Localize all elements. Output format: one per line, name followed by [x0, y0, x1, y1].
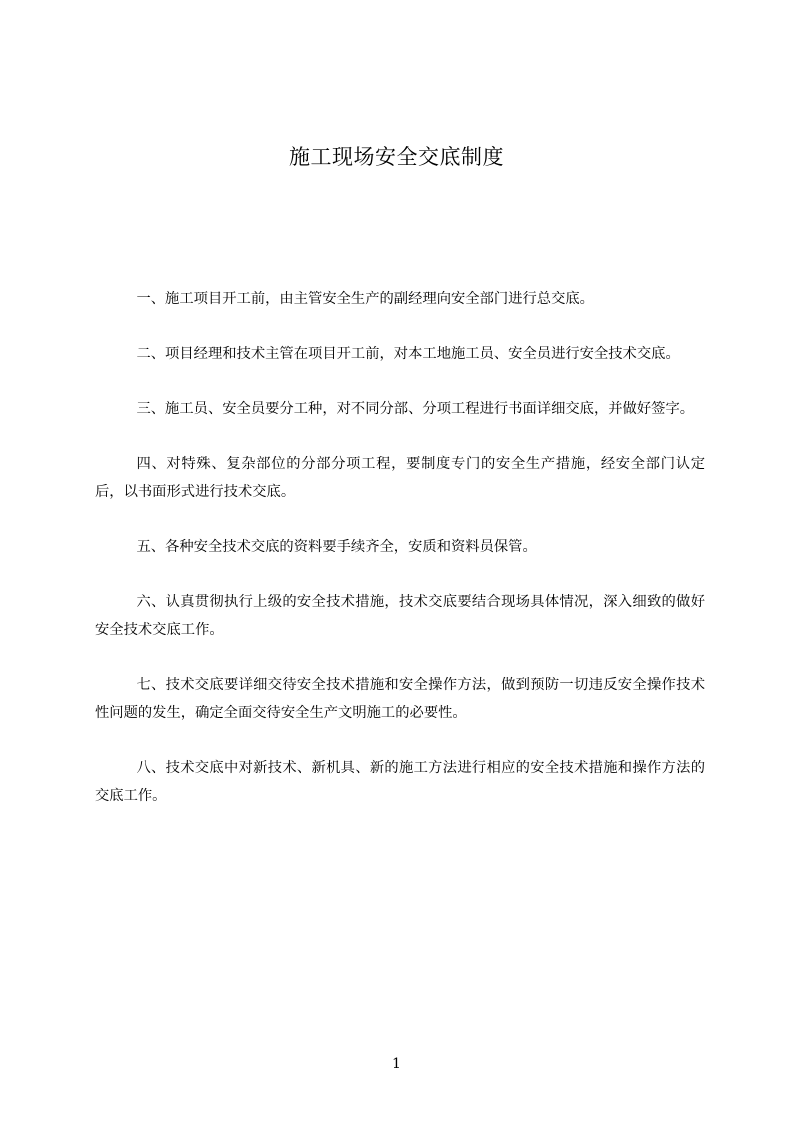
clause-2: 二、项目经理和技术主管在项目开工前，对本工地施工员、安全员进行安全技术交底。	[136, 346, 680, 362]
clause-3: 三、施工员、安全员要分工种，对不同分部、分项工程进行书面详细交底，并做好签字。	[136, 401, 695, 417]
document-title: 施工现场安全交底制度	[289, 145, 504, 169]
clause-5: 五、各种安全技术交底的资料要手续齐全，安质和资料员保管。	[136, 539, 537, 555]
clause-4: 四、对特殊、复杂部位的分部分项工程，要制度专门的安全生产措施，经安全部门认定后，以书面形式进行技术交底。	[95, 456, 705, 500]
clause-7: 七、技术交底要详细交待安全技术措施和安全操作方法，做到预防一切违反安全操作技术性问题的发生，确定全面交待安全生产文明施工的必要性。	[95, 677, 705, 721]
clause-list	[95, 285, 705, 837]
page-number: 1	[392, 1056, 401, 1072]
clause-1: 一、施工项目开工前，由主管安全生产的副经理向安全部门进行总交底。	[136, 291, 594, 307]
clause-8: 八、技术交底中对新技术、新机具、新的施工方法进行相应的安全技术措施和操作方法的交底工作。	[95, 760, 705, 804]
clause-6: 六、认真贯彻执行上级的安全技术措施，技术交底要结合现场具体情况，深入细致的做好安全技术交底工作。	[95, 594, 705, 638]
